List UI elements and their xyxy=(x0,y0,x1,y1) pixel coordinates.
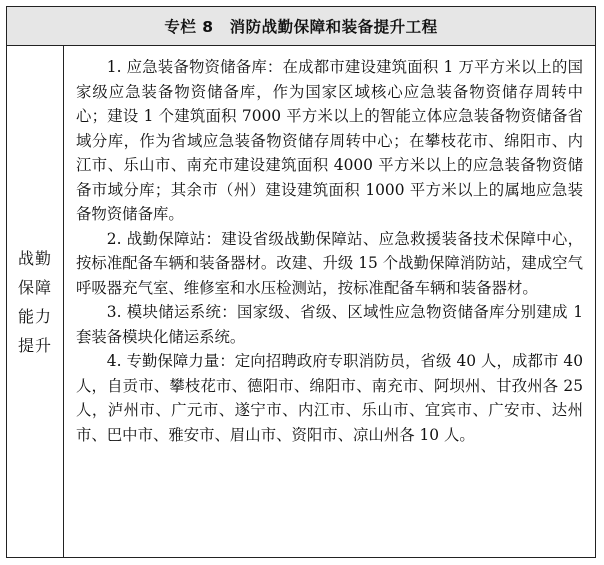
item-support-station: 2. 战勤保障站：建设省级战勤保障站、应急救援装备技术保障中心，按标准配备车辆和装备器材。改建、升级 15 个战勤保障消防站，建成空气呼吸器充气室、维修室和水压检测站，按标准配备车辆和装备器材。 xyxy=(76,229,583,297)
box-content xyxy=(64,46,595,557)
side-label: 战勤保障能力提升 xyxy=(18,248,53,355)
side-label-cell xyxy=(7,46,64,557)
box-title: 消防战勤保障和装备提升工程 xyxy=(229,18,438,36)
item-module-system: 3. 模块储运系统：国家级、省级、区域性应急物资储备库分别建成 1 套装备模块化储运系统。 xyxy=(76,303,583,346)
box-label: 专栏 8 xyxy=(164,18,214,36)
item-special-force: 4. 专勤保障力量：定向招聘政府专职消防员，省级 40 人，成都市 40 人，自贡市、攀枝花市、德阳市、绵阳市、南充市、阿坝州、甘孜州各 25 人，泸州市、广元市、遂宁市、内江市、乐山市、宜宾市、广安市、达州市、巴中市、雅安市、眉山市、资阳市、凉山州各 10 人。 xyxy=(76,352,583,444)
box-header xyxy=(7,7,595,46)
item-storage-depot: 1. 应急装备物资储备库：在成都市建设建筑面积 1 万平方米以上的国家级应急装备物资储备库，作为国家区域核心应急装备物资储存周转中心；建设 1 个建筑面积 7000 平方米以上的智能立体应急装备物资储备省域分库，作为省域应急装备物资储存周转中心；在攀枝花市、绵阳市、内江市、乐山市、南充市建设建筑面积 4000 平方米以上的应急装备物资储备市域分库；其余市（州）建设建筑面积 1000 平方米以上的属地应急装备物资储备库。 xyxy=(76,58,583,223)
project-box xyxy=(6,6,596,558)
